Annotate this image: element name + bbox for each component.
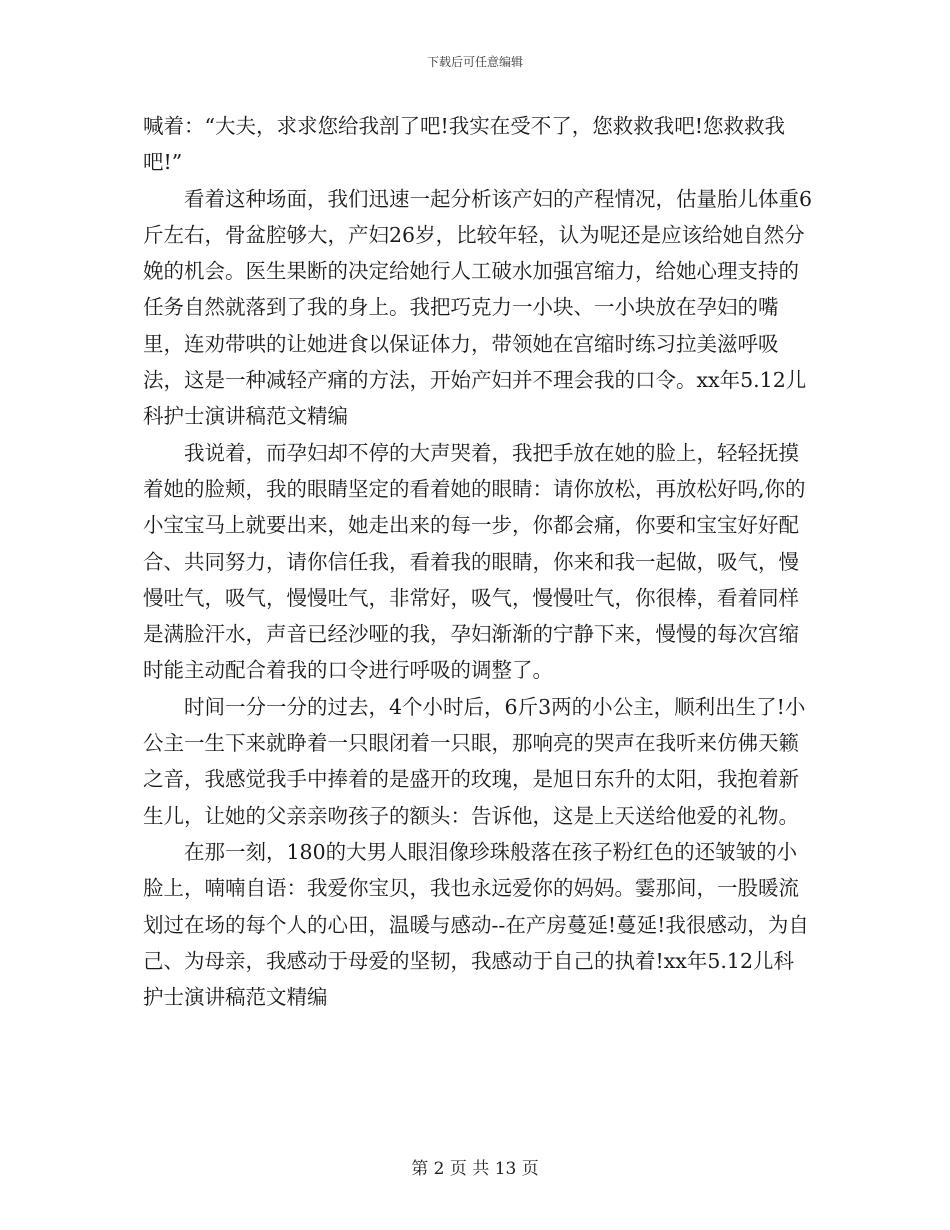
paragraph-continuation: 喊着：“大夫，求求您给我剖了吧!我实在受不了，您救救我吧!您救救我吧!” bbox=[143, 114, 785, 175]
page-footer: 第 2 页 共 13 页 bbox=[411, 1159, 539, 1179]
page-header: 下载后可任意编辑 bbox=[426, 55, 523, 69]
paragraph: 看着这种场面，我们迅速一起分析该产妇的产程情况，估量胎儿体重6斤左右，骨盆腔够大，产妇26岁，比较年轻，认为呢还是应该给她自然分娩的机会。医生果断的决定给她行人工破水加强宫缩力，给她心理支持的任务自然就落到了我的身上。我把巧克力一小块、一小块放在孕妇的嘴里，连劝带哄的让她进食以保证体力，带领她在宫缩时练习拉美滋呼吸法，这是一种减轻产痛的方法，开始产妇并不理会我的口令。xx年5.12儿科护士演讲稿范文精编 bbox=[143, 186, 813, 429]
document-body bbox=[143, 108, 813, 1015]
paragraph: 在那一刻，180的大男人眼泪像珍珠般落在孩子粉红色的还皱皱的小脸上，喃喃自语：我爱你宝贝，我也永远爱你的妈妈。霎那间，一股暖流划过在场的每个人的心田，温暖与感动--在产房蔓延!蔓延!我很感动，为自己、为母亲，我感动于母爱的坚韧，我感动于自己的执着!xx年5.12儿科护士演讲稿范文精编 bbox=[143, 839, 809, 1010]
paragraph: 我说着，而孕妇却不停的大声哭着，我把手放在她的脸上，轻轻抚摸着她的脸颊，我的眼睛坚定的看着她的眼睛：请你放松，再放松好吗,你的小宝宝马上就要出来，她走出来的每一步，你都会痛，你要和宝宝好好配合、共同努力，请你信任我，看着我的眼睛，你来和我一起做，吸气，慢慢吐气，吸气，慢慢吐气，非常好，吸气，慢慢吐气，你很棒，看着同样是满脸汗水，声音已经沙哑的我，孕妇渐渐的宁静下来，慢慢的每次宫缩时能主动配合着我的口令进行呼吸的调整了。 bbox=[143, 440, 806, 683]
paragraph: 时间一分一分的过去，4个小时后，6斤3两的小公主，顺利出生了!小公主一生下来就睁着一只眼闭着一只眼，那响亮的哭声在我听来仿佛天籁之音，我感觉我手中捧着的是盛开的玫瑰，是旭日东升的太阳，我抱着新生儿，让她的父亲亲吻孩子的额头：告诉他，这是上天送给他爱的礼物。 bbox=[143, 694, 806, 828]
